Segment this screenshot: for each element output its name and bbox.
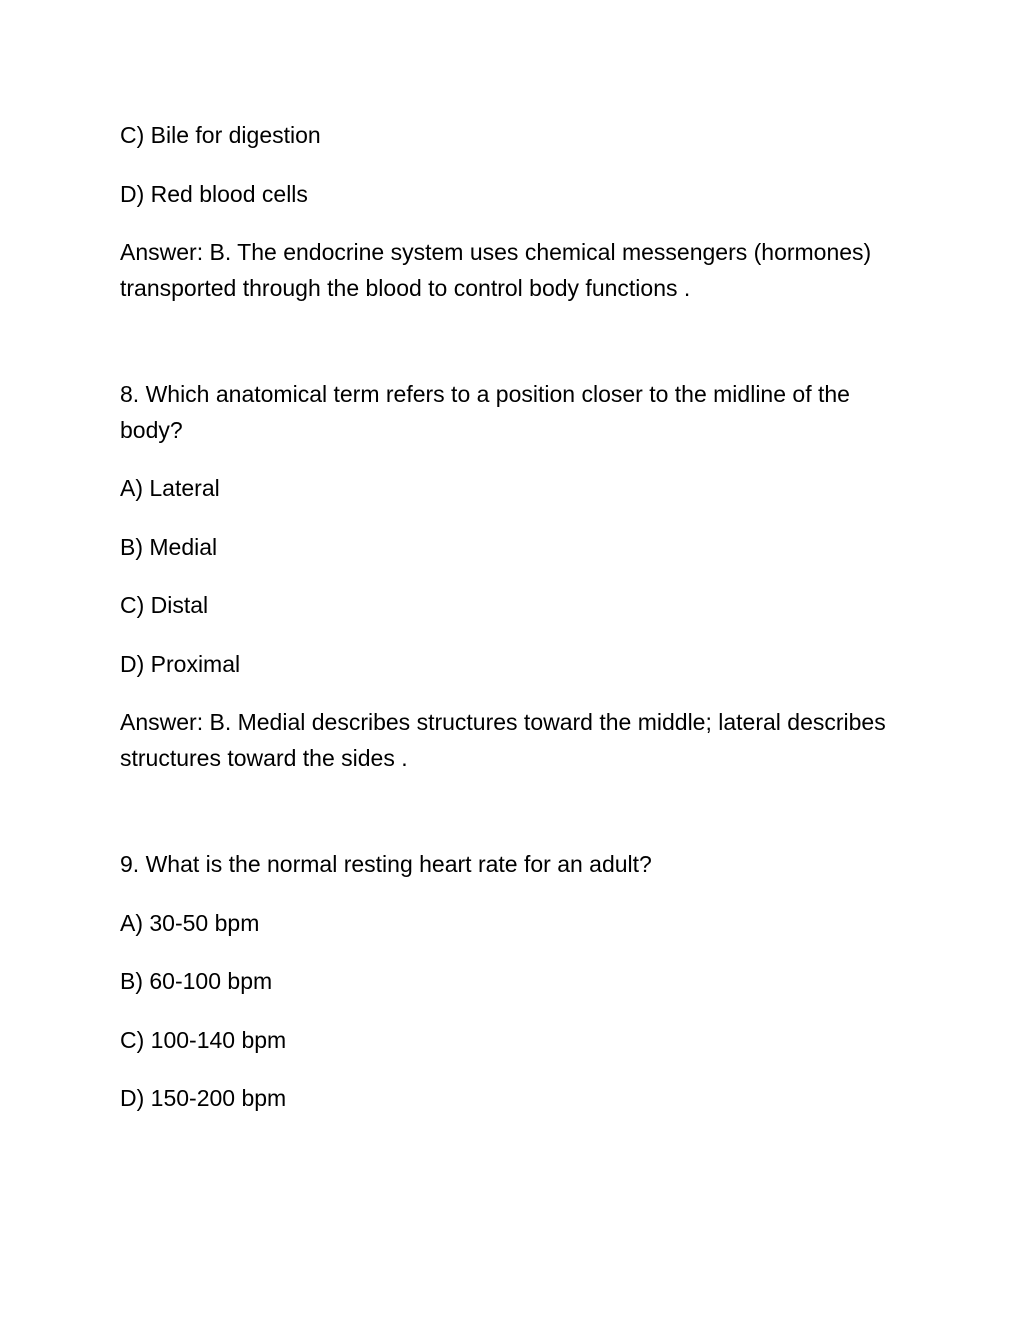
q7-answer: Answer: B. The endocrine system uses chemical messengers (hormones) transported through the blood to control body functions . (120, 239, 872, 301)
q9-option-a: A) 30-50 bpm (120, 909, 260, 936)
q8-option-c: C) Distal (120, 592, 209, 618)
q7-option-c: C) Bile for digestion (120, 122, 321, 148)
q9-question: 9. What is the normal resting heart rate for an adult? (120, 851, 652, 877)
q8-option-b: B) Medial (120, 533, 218, 560)
q9-option-b: B) 60-100 bpm (120, 968, 273, 994)
document-page (120, 118, 900, 1140)
q8-option-d: D) Proximal (120, 650, 241, 677)
section-gap (120, 799, 900, 847)
q9-option-c: C) 100-140 bpm (120, 1026, 287, 1053)
q9-option-d: D) 150-200 bpm (120, 1085, 287, 1111)
q8-question: 8. Which anatomical term refers to a position closer to the midline of the body? (120, 381, 850, 443)
q8-answer: Answer: B. Medial describes structures toward the middle; lateral describes structures toward the sides . (120, 709, 886, 771)
section-gap (120, 329, 900, 377)
q8-option-a: A) Lateral (120, 475, 220, 501)
q7-option-d: D) Red blood cells (120, 180, 308, 207)
